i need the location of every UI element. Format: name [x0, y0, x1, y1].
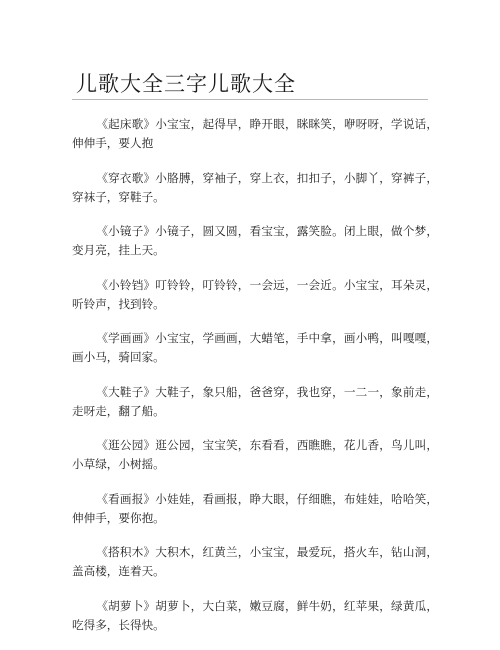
poem-list [72, 115, 438, 650]
document-title: 儿歌大全三字儿歌大全 [76, 72, 296, 96]
poem-paragraph: 《小铃铛》叮铃铃，叮铃铃，一会远，一会近。小宝宝，耳朵灵，听铃声，找到铃。 [72, 277, 438, 311]
poem-paragraph: 《学画画》小宝宝，学画画，大蜡笔，手中拿，画小鸭，叫嘎嘎，画小马，骑回家。 [72, 331, 438, 364]
poem-paragraph: 《搭积木》大积木，红黄兰，小宝宝，最爱玩，搭火车，钻山洞，盖高楼，连着天。 [72, 545, 438, 578]
title-divider [72, 99, 428, 100]
poem-paragraph: 《大鞋子》大鞋子，象只船，爸爸穿，我也穿，一二一，象前走，走呀走，翻了船。 [72, 384, 438, 418]
poem-paragraph: 《胡萝卜》胡萝卜，大白菜，嫩豆腐，鲜牛奶，红苹果，绿黄瓜，吃得多，长得快。 [72, 598, 438, 632]
poem-paragraph: 《小镜子》小镜子，圆又圆，看宝宝，露笑脸。闭上眼，做个梦，变月亮，挂上天。 [72, 224, 438, 257]
poem-paragraph: 《看画报》小娃娃，看画报，睁大眼，仔细瞧，布娃娃，哈哈笑，伸伸手，要你抱。 [72, 491, 438, 525]
poem-paragraph: 《逛公园》逛公园，宝宝笑，东看看，西瞧瞧，花儿香，鸟儿叫，小草绿，小树摇。 [72, 438, 438, 471]
poem-paragraph: 《穿衣歌》小胳膊，穿袖子，穿上衣，扣扣子，小脚丫，穿裤子，穿袜子，穿鞋子。 [72, 170, 438, 204]
poem-paragraph: 《起床歌》小宝宝，起得早，睁开眼，眯眯笑，咿呀呀，学说话，伸伸手，要人抱 [72, 117, 438, 150]
